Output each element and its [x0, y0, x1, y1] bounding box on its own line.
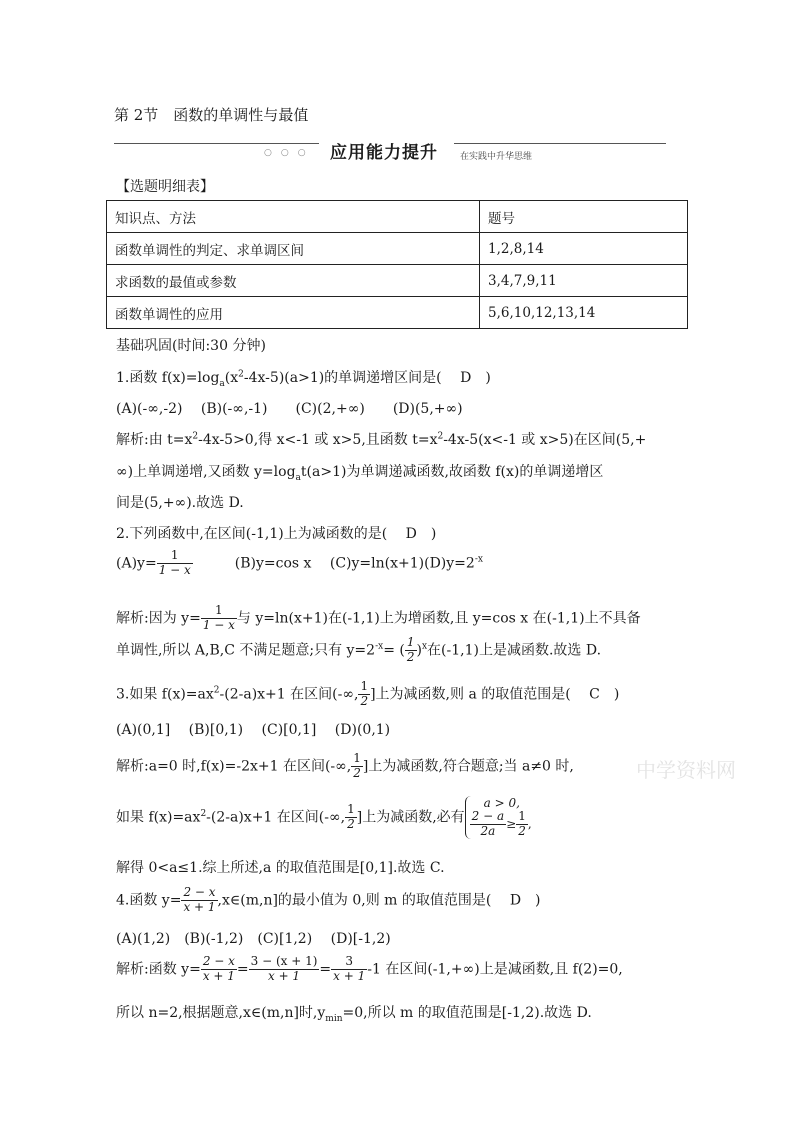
q2-solution-line: 单调性,所以 A,B,C 不满足题意;只有 $y=2^{-x}=$ ( $\frac{1}{2}$ )$^x$在(-1,1)上是减函数.故选 D.: [116, 635, 602, 664]
watermark: 中学资料网: [636, 758, 736, 782]
section-title: 第 2节 函数的单调性与最值: [114, 106, 309, 124]
q3-options: (A)(0,1] (B)[0,1) (C)[0,1] (D)(0,1): [116, 722, 391, 738]
table-cell: 函数单调性的判定、求单调区间: [107, 233, 480, 265]
banner-right-rule: [454, 143, 666, 144]
table-header-cell: 题号: [480, 201, 688, 233]
fraction: $\frac{2 - x}{x + 1}$: [183, 885, 216, 914]
q3-solution-line: 如果 $f(x)=ax^2-(2-a)x+1$ 在区间(-∞, $\frac{1}{2}$ ]上为减函数,必有 a > 0, $\frac{2 - a}{2a}$ ≥ $\frac{1}{2}$ ,: [116, 796, 532, 839]
fraction: $\frac{1}{2}$: [406, 635, 415, 664]
fraction: $\frac{1}{1 - x}$: [158, 548, 191, 577]
q2-solution-line: 解析:因为 y= $\frac{1}{1 - x}$ 与 y=ln(x+1)在(-1,1)上为增函数,且 y=cos x 在(-1,1)上不具备: [116, 603, 641, 632]
fraction: $\frac{3 - (x + 1)}{x + 1}$: [250, 954, 318, 983]
table-cell: 3,4,7,9,11: [480, 265, 688, 297]
q4-solution-line: 所以 n=2,根据题意,x∈(m,n]时$,y_{min}=0$,所以 m 的取值范围是[-1,2).故选 D.: [116, 1005, 592, 1024]
q1-options: (A)(-∞,-2) (B)(-∞,-1) (C)(2,+∞) (D)(5,+∞): [116, 401, 463, 417]
banner-subtitle: 在实践中升华思维: [460, 152, 533, 162]
topic-table: [106, 200, 688, 329]
q4-solution-line: 解析:函数 y= $\frac{2 - x}{x + 1}$ = $\frac{3 - (x + 1)}{x + 1}$ = $\frac{3}{x + 1}$ -1 在区间(-1,+∞)上是减函数,且 f(2)=0,: [116, 954, 623, 983]
basic-heading: 基础巩固(时间:30 分钟): [116, 338, 266, 354]
banner: [114, 136, 666, 164]
fraction: $\frac{2 - x}{x + 1}$: [202, 954, 235, 983]
q1-solution-line: 解析:由 $t=x^2-4x-5>0$,得 x<-1 或 x>5,且函数 $t=x^2-4x-5(x<-1$ 或 x>5)在区间(5,+: [116, 431, 647, 448]
table-cell: 1,2,8,14: [480, 233, 688, 265]
table-cell: 函数单调性的应用: [107, 297, 480, 329]
table-row: [107, 265, 688, 297]
table-cell: 5,6,10,12,13,14: [480, 297, 688, 329]
q1-stem: 1.函数 $f(x)=\log_a(x^2-4x-5)(a>1)$的单调递增区间是( D ): [116, 369, 491, 389]
q3-solution-line: 解得 0<a≤1.综上所述,a 的取值范围是[0,1].故选 C.: [116, 860, 445, 876]
table-title: 【选题明细表】: [116, 179, 214, 195]
fraction: $\frac{1}{2}$: [347, 802, 355, 831]
table-cell: 求函数的最值或参数: [107, 265, 480, 297]
table-header-cell: 知识点、方法: [107, 201, 480, 233]
q3-solution-line: 解析:a=0 时,f(x)=-2x+1 在区间(-∞, $\frac{1}{2}$ ]上为减函数,符合题意;当 a≠0 时,: [116, 751, 574, 780]
q4-stem: 4.函数 y= $\frac{2 - x}{x + 1}$ ,x∈(m,n]的最小值为 0,则 m 的取值范围是( D ): [116, 885, 541, 914]
q4-options: (A)(1,2) (B)(-1,2) (C)[1,2) (D)[-1,2): [116, 931, 391, 947]
q1-solution-line: ∞)上单调递增,又函数 $y=\log_at(a>1)$为单调递减函数,故函数 f(x)的单调递增区: [116, 464, 604, 483]
q1-solution-line: 间是(5,+∞).故选 D.: [116, 495, 244, 511]
q2-stem: 2.下列函数中,在区间(-1,1)上为减函数的是( D ): [116, 526, 437, 542]
banner-title: 应用能力提升: [330, 143, 438, 163]
table-header-row: [107, 201, 688, 233]
fraction: $\frac{1}{2}$: [360, 679, 369, 708]
q3-stem: 3.如果 $f(x)=ax^2-(2-a)x+1$ 在区间(-∞, $\frac{1}{2}$ ]上为减函数,则 a 的取值范围是( C ): [116, 679, 620, 708]
table-row: [107, 297, 688, 329]
banner-left-rule: [114, 143, 319, 144]
fraction: $\frac{3}{x + 1}$: [333, 954, 366, 983]
banner-dots: ○○○: [264, 148, 315, 158]
fraction: $\frac{1}{1 - x}$: [202, 603, 235, 632]
fraction: $\frac{1}{2}$: [353, 751, 361, 780]
table-row: [107, 233, 688, 265]
inequality-system: a > 0, $\frac{2 - a}{2a}$ ≥ $\frac{1}{2}$ ,: [465, 796, 532, 839]
q2-options: (A)y= $\frac{1}{1 - x}$ (B)y=cos x $(C)y=\ln(x+1)(D)y=2^{-x}$: [116, 548, 483, 577]
